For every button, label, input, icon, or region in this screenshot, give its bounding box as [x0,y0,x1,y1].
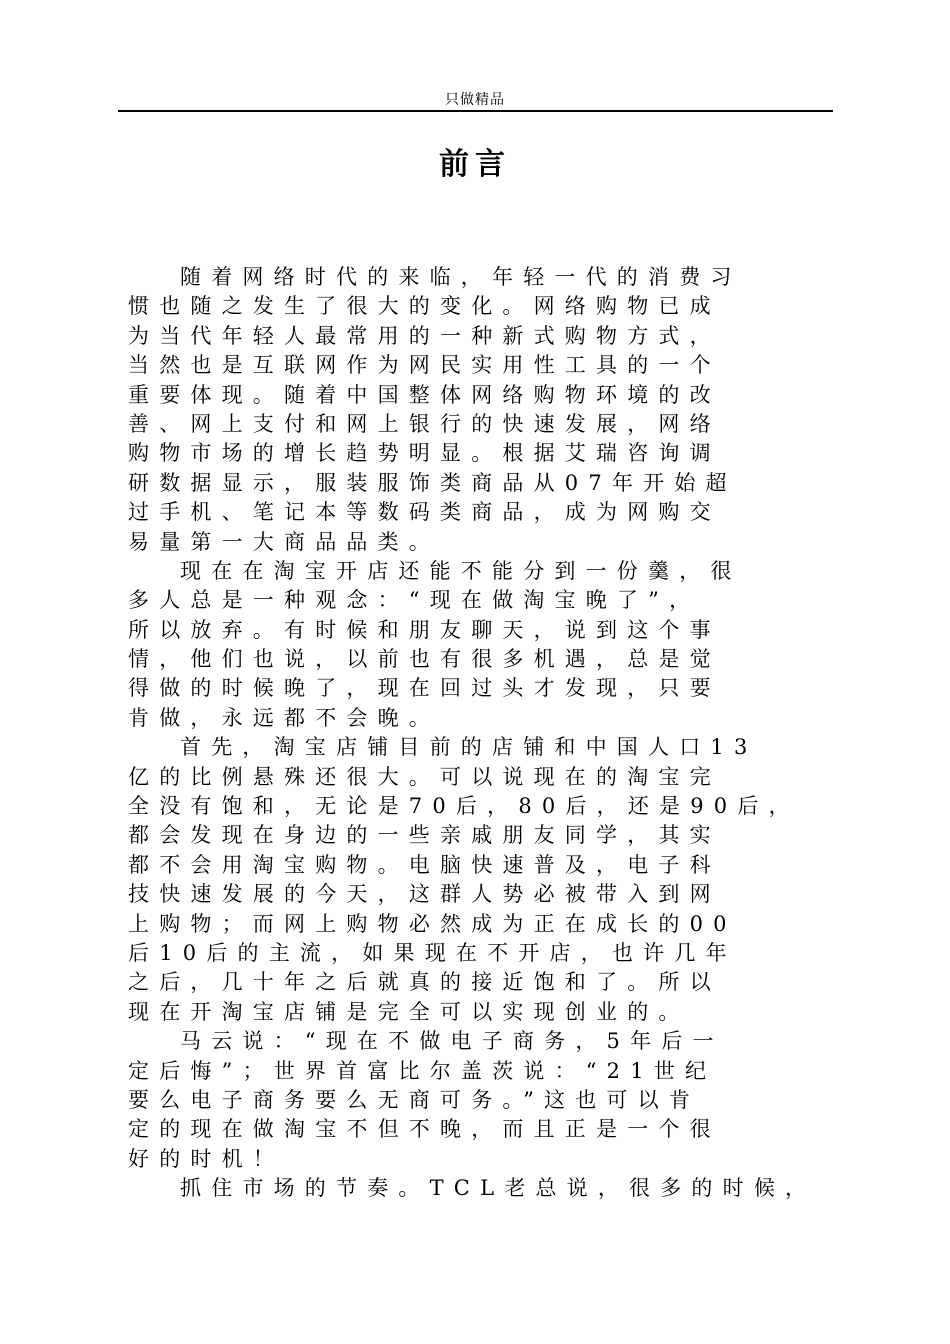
body-text [128,263,843,1204]
text-line: 要么电子商务要么无商可务。”这也可以肯 [128,1087,701,1112]
text-line: 研数据显示，服装服饰类商品从07年开始超 [128,470,737,495]
text-line: 重要体现。随着中国整体网络购物环境的改 [128,382,721,407]
text-line: 当然也是互联网作为网民实用性工具的一个 [128,353,721,378]
page-header: 只做精品 [445,92,505,108]
page-title: 前言 [439,147,511,182]
text-line: 首先，淘宝店铺目前的店铺和中国人口13 [180,735,758,760]
text-line: 马云说：“现在不做电子商务，5年后一 [180,1029,724,1054]
text-line: 现在开淘宝店铺是完全可以实现创业的。 [128,999,690,1024]
text-line: 定的现在做淘宝不但不晚，而且正是一个很 [128,1117,721,1142]
text-line: 所以放弃。有时候和朋友聊天，说到这个事 [128,617,721,642]
text-line: 抓住市场的节奏。TCL老总说，很多的时候， [180,1176,817,1201]
text-line: 易量第一大商品品类。 [128,529,440,554]
text-line: 随着网络时代的来临，年轻一代的消费习 [180,265,742,289]
text-line: 过手机、笔记本等数码类商品，成为网购交 [128,500,721,525]
text-line: 都不会用淘宝购物。电脑快速普及，电子科 [128,852,721,877]
text-line: 上购物；而网上购物必然成为正在成长的00 [128,911,737,936]
text-line: 惯也随之发生了很大的变化。网络购物已成 [128,294,721,319]
text-line: 善、网上支付和网上银行的快速发展，网络 [128,411,721,436]
text-line: 定后悔”；世界首富比尔盖茨说：“21世纪 [128,1058,717,1083]
text-line: 都会发现在身边的一些亲戚朋友同学，其实 [128,823,721,848]
text-line: 亿的比例悬殊还很大。可以说现在的淘宝完 [128,764,721,789]
text-line: 好的时机！ [128,1146,284,1171]
text-line: 现在在淘宝开店还能不能分到一份羹，很 [180,558,742,583]
text-line: 全没有饱和，无论是70后，80后，还是90后， [128,794,800,819]
text-line: 技快速发展的今天，这群人势必被带入到网 [128,882,721,907]
text-line: 得做的时候晚了，现在回过头才发现，只要 [128,676,721,701]
text-line: 为当代年轻人最常用的一种新式购物方式， [128,323,721,348]
text-line: 后10后的主流，如果现在不开店，也许几年 [128,940,737,965]
header-rule [118,110,833,112]
text-line: 购物市场的增长趋势明显。根据艾瑞咨询调 [128,441,721,466]
text-line: 肯做，永远都不会晚。 [128,705,440,730]
text-line: 情，他们也说，以前也有很多机遇，总是觉 [128,647,721,672]
text-line: 之后，几十年之后就真的接近饱和了。所以 [128,970,721,995]
text-line: 多人总是一种观念：“现在做淘宝晚了”， [128,588,701,613]
